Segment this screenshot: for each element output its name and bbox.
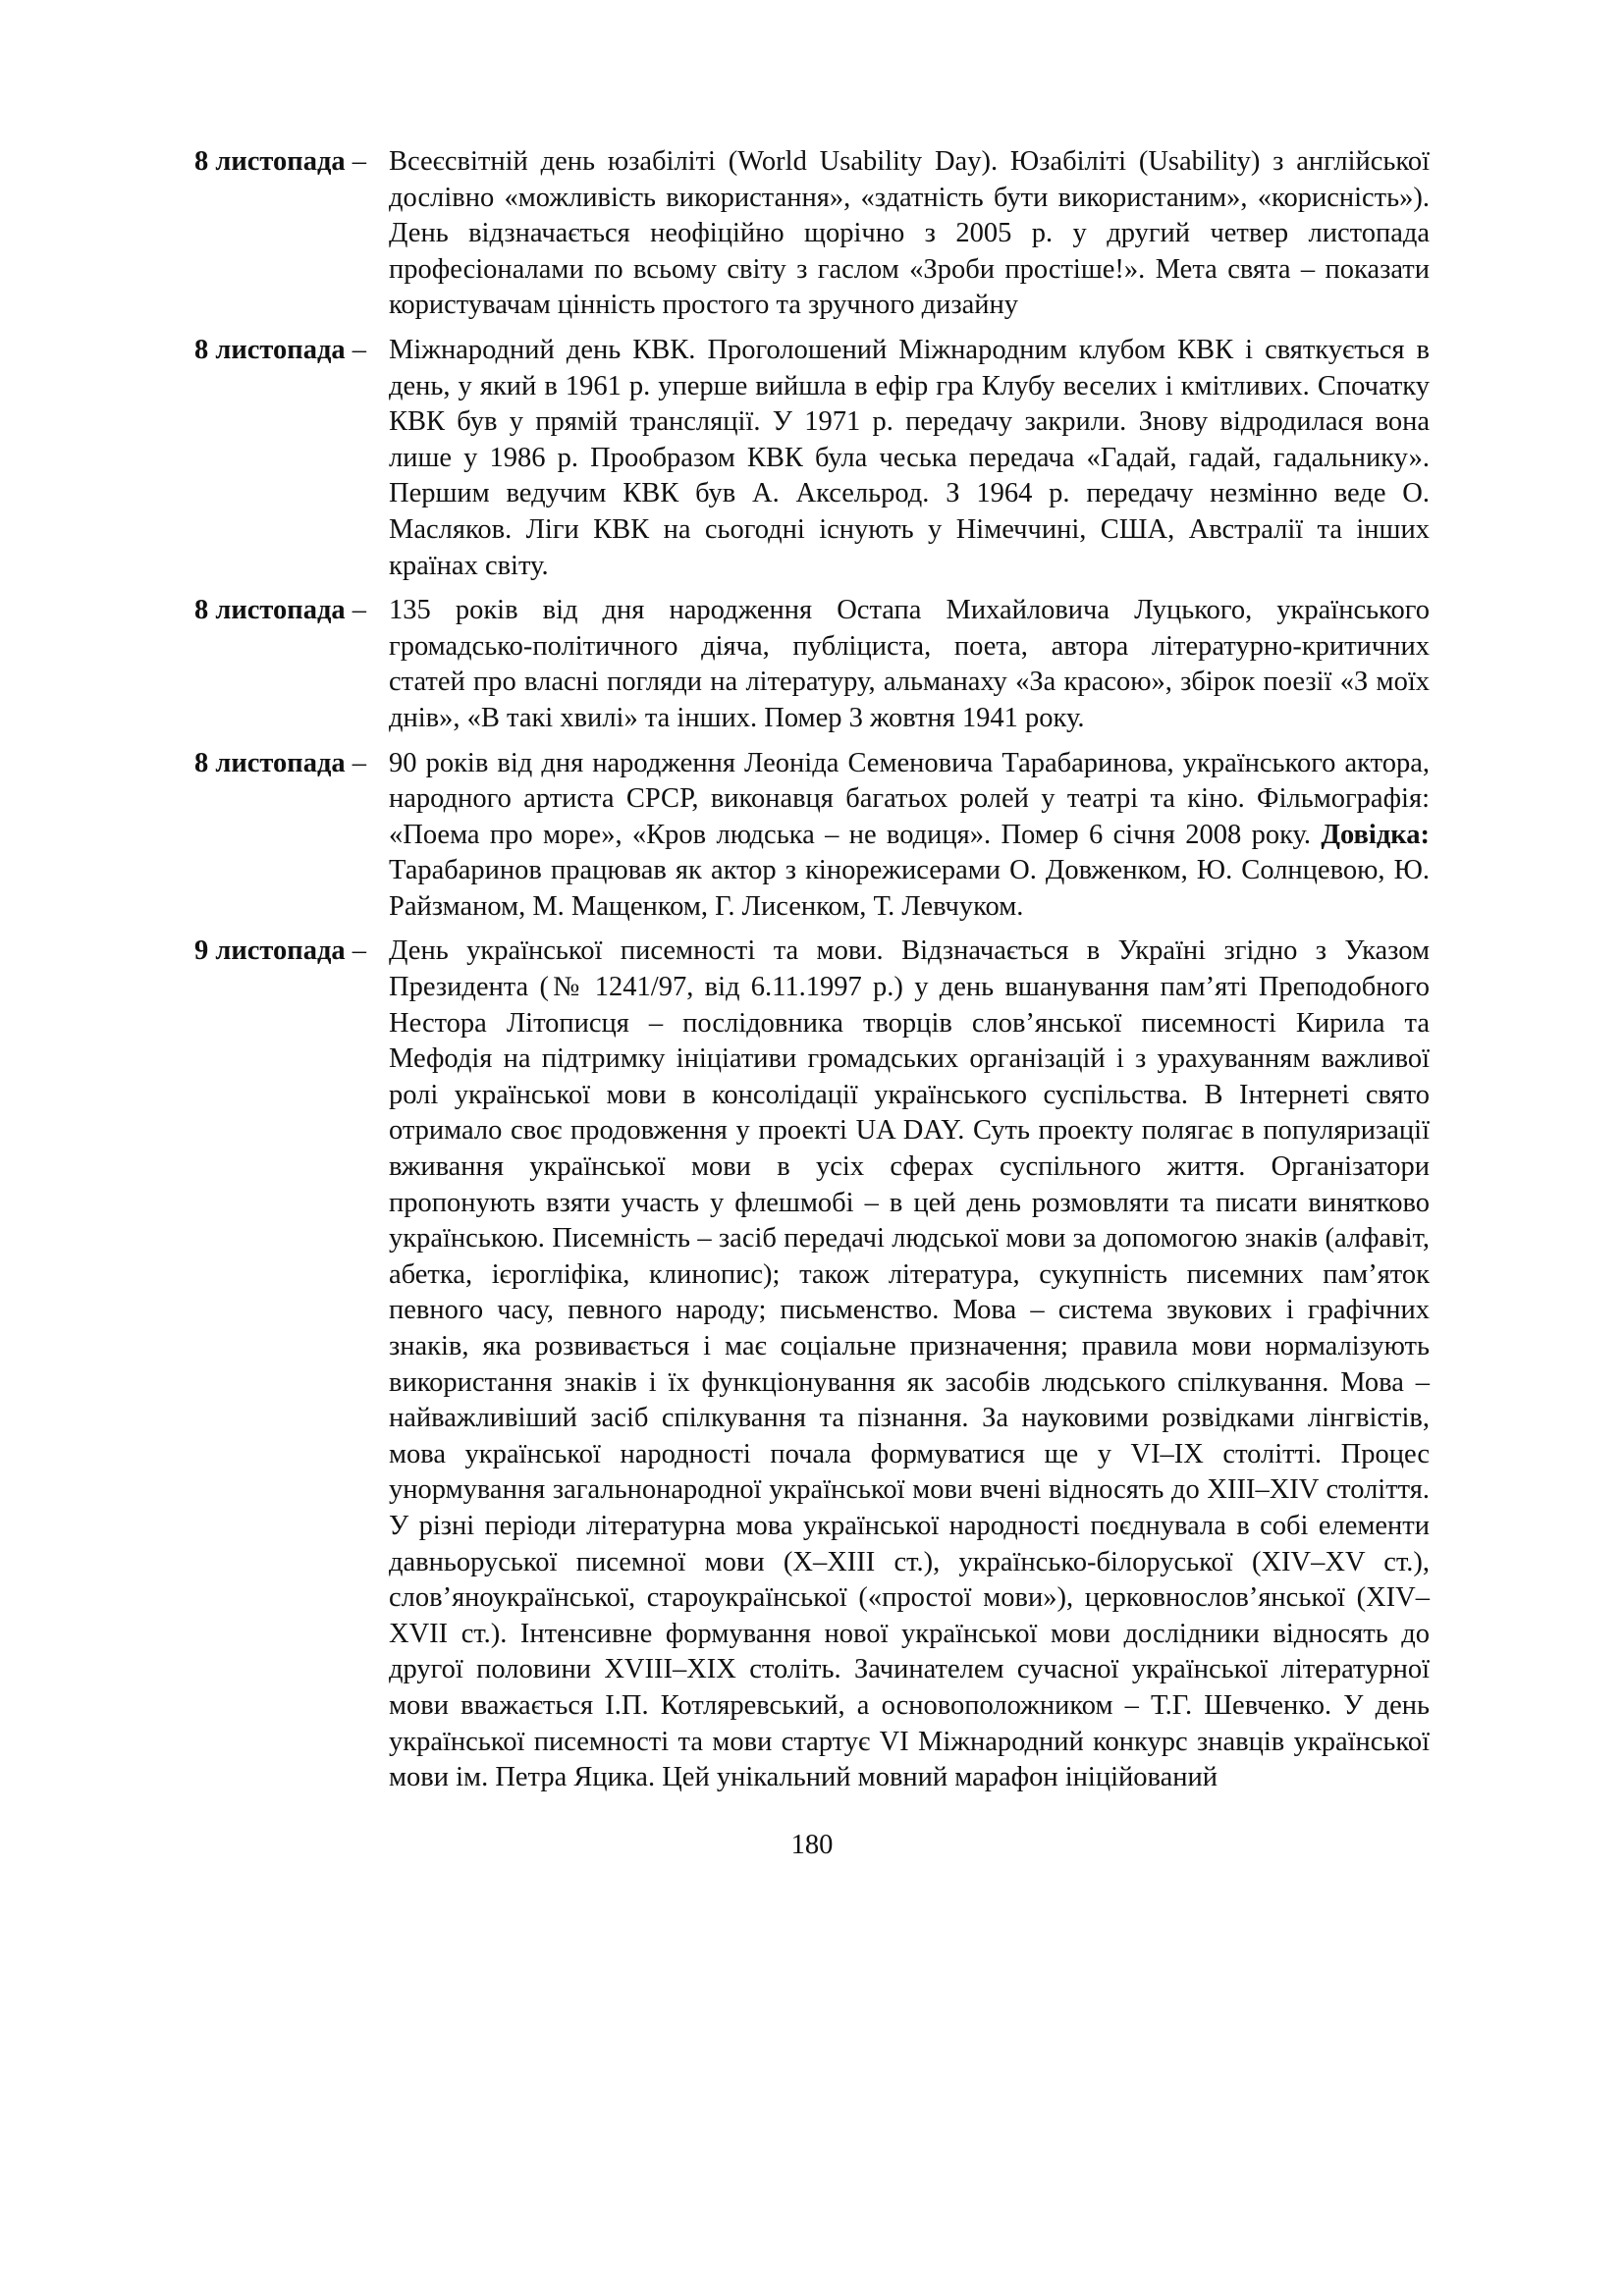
page-number: 180 xyxy=(790,1830,834,1860)
entry-date: 9 листопада xyxy=(194,935,346,967)
calendar-entry xyxy=(194,746,1430,926)
calendar-entry xyxy=(194,593,1430,736)
calendar-entry xyxy=(194,333,1430,584)
entry-date-column xyxy=(194,746,389,926)
entry-body xyxy=(389,746,1430,926)
entry-date-column xyxy=(194,333,389,584)
entry-dash: – xyxy=(352,146,367,177)
document-page xyxy=(194,144,1430,1805)
entry-date-column xyxy=(194,144,389,324)
entry-date-column xyxy=(194,593,389,736)
reference-text: Тарабаринов працював як актор з кінорежисерами О. Довженком, Ю. Солнцевою, Ю. Райзманом, М. Мащенком, Г. Лисенком, Т. Левчуком. xyxy=(389,855,1430,922)
entry-date: 8 листопада xyxy=(194,334,346,365)
entry-text: Міжнародний день КВК. Проголошений Міжнародним клубом КВК і святкується в день, у який в 1961 р. уперше вийшла в ефір гра Клубу веселих і кмітливих. Спочатку КВК був у прямій трансляції. У 1971 р. передачу закрили. Знову відродилася вона лише у 1986 р. Прообразом КВК була чеська передача «Гадай, гадай, гадальнику». Першим ведучим КВК був А. Аксельрод. З 1964 р. передачу незмінно веде О. Масляков. Ліги КВК на сьогодні існують у Німеччині, США, Австралії та інших країнах світу. xyxy=(389,334,1430,581)
entry-text: Всеєсвітній день юзабіліті (World Usability Day). Юзабіліті (Usability) з англійської дослівно «можливість використання», «здатність бути використаним», «корисність»). День відзначається неофіційно щорічно з 2005 р. у другий четвер листопада професіоналами по всьому світу з гаслом «Зроби простіше!». Мета свята – показати користувачам цінність простого та зручного дизайну xyxy=(389,146,1430,321)
entry-text: 90 років від дня народження Леоніда Семеновича Тарабаринова, українського актора, народного артиста СРСР, виконавця багатьох ролей у театрі та кіно. Фільмографія: «Поема про море», «Кров людська – не водиця». Помер 6 січня 2008 року. xyxy=(389,747,1430,850)
entry-date: 8 листопада xyxy=(194,146,346,177)
calendar-entry xyxy=(194,144,1430,324)
reference-label: Довідка: xyxy=(1321,819,1430,850)
entry-text: 135 років від дня народження Остапа Михайловича Луцького, українського громадсько-політичного діяча, публіциста, поета, автора літературно-критичних статей про власні погляди на літературу, альманаху «За красою», збірок поезії «З моїх днів», «В такі хвилі» та інших. Помер 3 жовтня 1941 року. xyxy=(389,595,1430,733)
entry-dash: – xyxy=(352,747,367,778)
entry-dash: – xyxy=(352,935,367,967)
entry-date: 8 листопада xyxy=(194,747,346,778)
entry-dash: – xyxy=(352,595,367,626)
entry-date: 8 листопада xyxy=(194,595,346,626)
entry-dash: – xyxy=(352,334,367,365)
entry-text: День української писемності та мови. Відзначається в Україні згідно з Указом Президента (№ 1241/97, від 6.11.1997 р.) у день вшанування пам’яті Преподобного Нестора Літописця – послідовника творців слов’янської писемності Кирила та Мефодія на підтримку ініціативи громадських організацій і з урахуванням важливої ролі української мови в консолідації українського суспільства. В Інтернеті свято отримало своє продовження у проекті UA DAY. Суть проекту полягає в популяризації вживання української мови в усіх сферах суспільного життя. Організатори пропонують взяти участь у флешмобі – в цей день розмовляти та писати винятково українською. Писемність – засіб передачі людської мови за допомогою знаків (алфавіт, абетка, ієрогліфіка, клинопис); також література, сукупність писемних пам’яток певного часу, певного народу; письменство. Мова – система звукових і графічних знаків, яка розвивається і має соціальне призначення; правила мови нормалізують використання знаків і їх функціонування як засобів людського спілкування. Мова – найважливіший засіб спілкування та пізнання. За науковими розвідками лінгвістів, мова української народності почала формуватися ще у VI–IX столітті. Процес унормування загальнонародної української мови вчені відносять до XIII–XIV століття. У різні періоди літературна мова української народності поєднувала в собі елементи давньоруської писемної мови (X–XIII ст.), українсько-білоруської (XIV–XV ст.), слов’яноукраїнської, староукраїнської («простої мови»), церковнослов’янської (XIV–XVII ст.). Інтенсивне формування нової української мови дослідники відносять до другої половини XVIII–XIX століть. Зачинателем сучасної української літературної мови вважається І.П. Котляревський, а основоположником – Т.Г. Шевченко. У день української писемності та мови стартує VI Міжнародний конкурс знавців української мови ім. Петра Яцика. Цей унікальний мовний марафон ініційований xyxy=(389,935,1430,1793)
calendar-entry xyxy=(194,934,1430,1795)
entry-date-column xyxy=(194,934,389,1795)
